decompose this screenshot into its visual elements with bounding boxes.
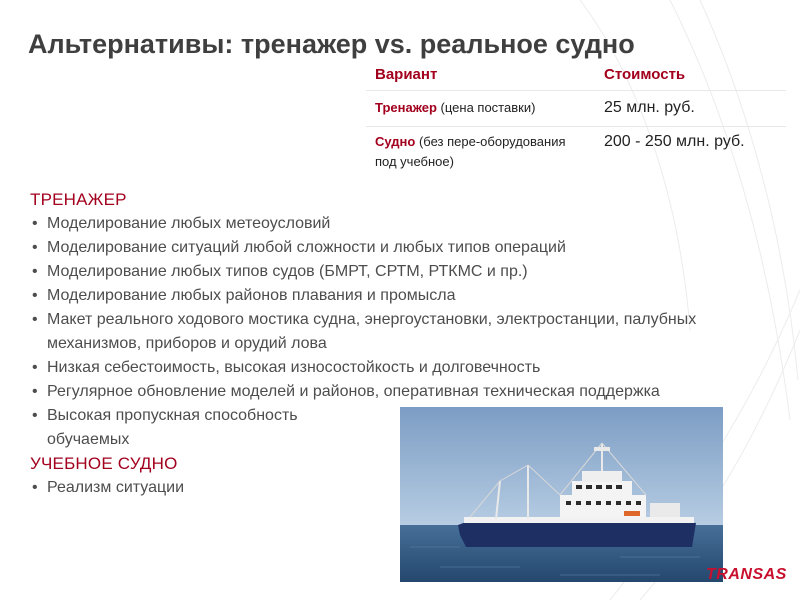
divider	[366, 126, 786, 127]
ship-photo	[400, 407, 723, 582]
table-header	[366, 62, 786, 90]
row-note: (без пере-оборудования под учебное)	[375, 134, 566, 169]
row-cost: 200 - 250 млн. руб.	[604, 133, 745, 150]
list-item: • Высокая пропускная способность обучаемых	[30, 404, 367, 452]
header-cost: Стоимость	[604, 66, 686, 83]
row-name-cell	[375, 132, 575, 172]
cost-table	[366, 62, 786, 180]
list-item: • Макет реального ходового мостика судна, энергоустановки, электростанции, палубных механизмов, приборов и орудий лова	[30, 308, 720, 356]
row-cost: 25 млн. руб.	[604, 99, 695, 116]
list-item: • Реализм ситуации	[30, 476, 720, 500]
divider	[366, 90, 786, 91]
header-variant: Вариант	[375, 66, 438, 83]
list-item: • Моделирование любых типов судов (БМРТ, СРТМ, РТКМС и пр.)	[30, 260, 720, 284]
row-name: Тренажер	[375, 100, 437, 115]
list-item: • Низкая себестоимость, высокая износостойкость и долговечность	[30, 356, 720, 380]
list-item: • Моделирование любых районов плавания и промысла	[30, 284, 720, 308]
simulator-heading: ТРЕНАЖЕР	[30, 190, 127, 209]
slide-title: Альтернативы: тренажер vs. реальное судно	[28, 29, 635, 59]
training-ship-heading: УЧЕБНОЕ СУДНО	[30, 454, 178, 473]
row-name-cell	[375, 98, 587, 118]
row-name: Судно	[375, 134, 416, 149]
list-item: • Моделирование ситуаций любой сложности и любых типов операций	[30, 236, 720, 260]
list-item: • Моделирование любых метеоусловий	[30, 212, 720, 236]
transas-logo: TRANSAS	[706, 566, 787, 583]
row-note: (цена поставки)	[436, 100, 536, 115]
list-item: • Регулярное обновление моделей и районов, оперативная техническая поддержка	[30, 380, 720, 404]
